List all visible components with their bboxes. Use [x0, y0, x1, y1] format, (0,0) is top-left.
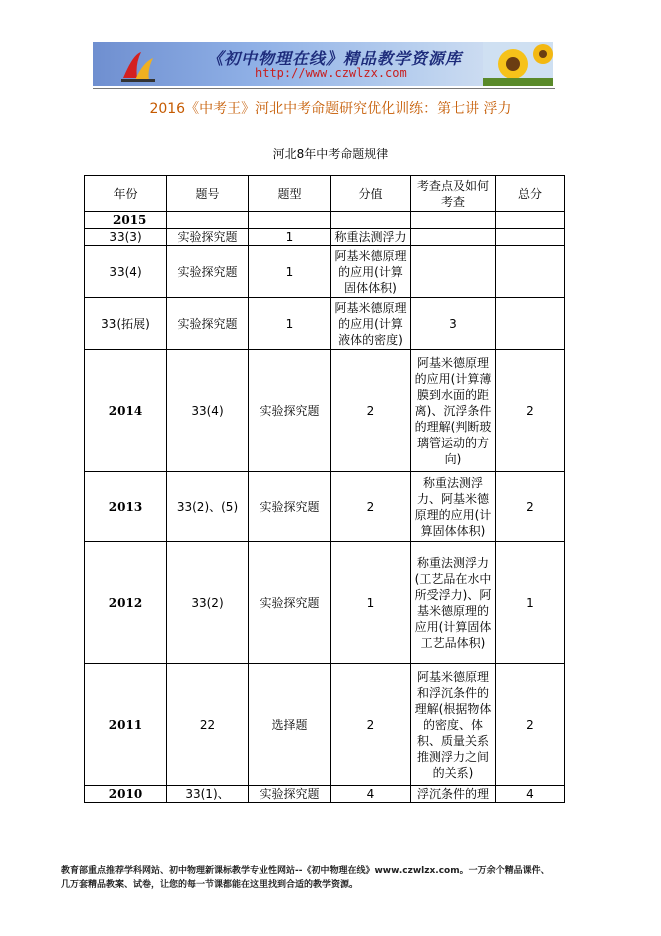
header-cell: 总分 [496, 176, 565, 212]
year-cell: 2011 [85, 664, 167, 786]
cell: 选择题 [249, 664, 331, 786]
exam-rules-table [84, 175, 565, 803]
cell [496, 212, 565, 229]
table-row [85, 472, 565, 542]
cell: 1 [249, 298, 331, 350]
cell [411, 212, 496, 229]
table-row [85, 229, 565, 246]
sunflower-image [483, 42, 553, 86]
cell [411, 246, 496, 298]
cell: 实验探究题 [167, 298, 249, 350]
table-row [85, 786, 565, 803]
table-caption: 河北8年中考命题规律 [272, 147, 389, 161]
cell: 阿基米德原理和浮沉条件的理解(根据物体的密度、体积、质量关系推测浮力之间的关系) [411, 664, 496, 786]
table-row [85, 350, 565, 472]
year-cell: 2013 [85, 472, 167, 542]
cell: 1 [249, 229, 331, 246]
table-row [85, 542, 565, 664]
cell [496, 229, 565, 246]
cell: 2 [331, 350, 411, 472]
year-cell: 2012 [85, 542, 167, 664]
cell: 称重法测浮力(工艺品在水中所受浮力)、阿基米德原理的应用(计算固体工艺品体积) [411, 542, 496, 664]
document-title: 2016《中考王》河北中考命题研究优化训练：第七讲 浮力 [149, 101, 512, 117]
cell: 实验探究题 [167, 246, 249, 298]
cell: 实验探究题 [249, 786, 331, 803]
table-row [85, 246, 565, 298]
cell: 2 [496, 472, 565, 542]
header-rule [93, 88, 555, 89]
cell: 4 [496, 786, 565, 803]
header-cell: 年份 [85, 176, 167, 212]
cell: 实验探究题 [249, 350, 331, 472]
cell: 2 [496, 350, 565, 472]
footer-line: 教育部重点推荐学科网站、初中物理新课标教学专业性网站--《初中物理在线》www.czwlzx.com。一万余个精品课件、 [61, 866, 550, 876]
table-row [85, 212, 565, 229]
cell: 33(3) [85, 229, 167, 246]
cell [411, 229, 496, 246]
cell: 33(2) [167, 542, 249, 664]
cell: 2 [331, 472, 411, 542]
table-row [85, 664, 565, 786]
cell: 浮沉条件的理 [411, 786, 496, 803]
site-logo-icon [119, 48, 159, 84]
cell: 称重法测浮力、阿基米德原理的应用(计算固体体积) [411, 472, 496, 542]
cell: 称重法测浮力 [331, 229, 411, 246]
footer-line: 几万套精品教案、试卷，让您的每一节课都能在这里找到合适的教学资源。 [61, 880, 359, 890]
cell: 33(拓展) [85, 298, 167, 350]
banner-url[interactable]: http://www.czwlzx.com [255, 66, 407, 80]
cell [496, 246, 565, 298]
cell [249, 212, 331, 229]
cell: 4 [331, 786, 411, 803]
table-row [85, 298, 565, 350]
cell: 实验探究题 [167, 229, 249, 246]
cell: 2 [331, 664, 411, 786]
banner-title: 《初中物理在线》精品教学资源库 [207, 49, 463, 68]
year-cell: 2014 [85, 350, 167, 472]
cell: 阿基米德原理的应用(计算薄膜到水面的距离)、沉浮条件的理解(判断玻璃管运动的方向) [411, 350, 496, 472]
cell: 1 [496, 542, 565, 664]
cell [167, 212, 249, 229]
cell: 22 [167, 664, 249, 786]
year-cell: 2015 [85, 212, 167, 229]
cell [496, 298, 565, 350]
cell: 33(4) [167, 350, 249, 472]
year-cell: 2010 [85, 786, 167, 803]
header-cell: 题型 [249, 176, 331, 212]
cell: 1 [331, 542, 411, 664]
cell: 1 [249, 246, 331, 298]
cell: 阿基米德原理的应用(计算固体体积) [331, 246, 411, 298]
cell: 33(1)、 [167, 786, 249, 803]
cell: 实验探究题 [249, 472, 331, 542]
cell: 实验探究题 [249, 542, 331, 664]
site-banner [93, 42, 553, 86]
header-cell: 考查点及如何考查 [411, 176, 496, 212]
cell: 2 [496, 664, 565, 786]
cell [331, 212, 411, 229]
header-cell: 分值 [331, 176, 411, 212]
cell: 33(2)、(5) [167, 472, 249, 542]
header-cell: 题号 [167, 176, 249, 212]
cell: 33(4) [85, 246, 167, 298]
page-footer [61, 864, 621, 892]
cell: 3 [411, 298, 496, 350]
table-header-row [85, 176, 565, 212]
cell: 阿基米德原理的应用(计算液体的密度) [331, 298, 411, 350]
